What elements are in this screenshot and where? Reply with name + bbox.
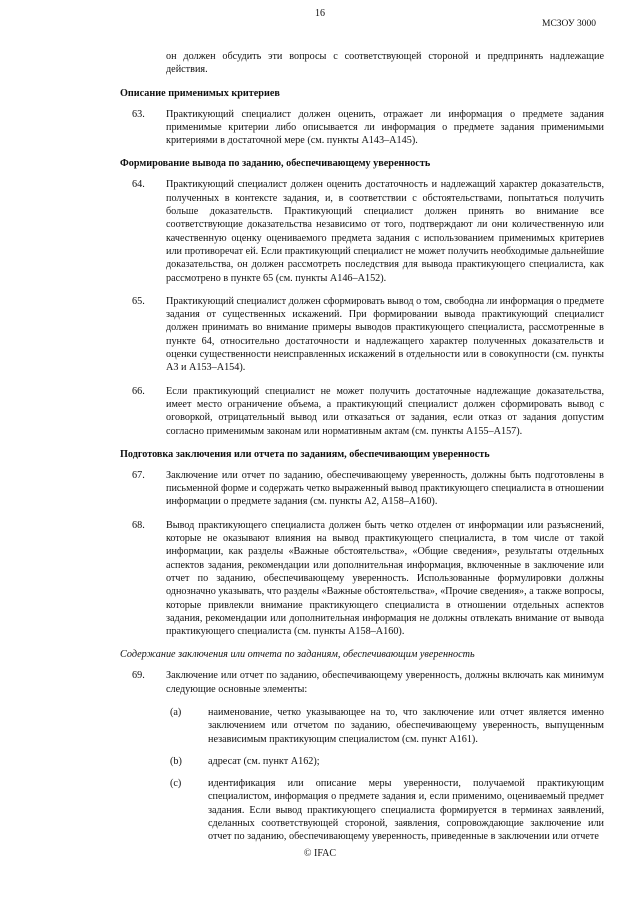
paragraph-66	[120, 385, 604, 438]
paragraph-67	[120, 469, 604, 509]
paragraph-text: Заключение или отчет по заданию, обеспечивающему уверенность, должны быть подготовлены в письменной форме и содержать четко выраженный вывод практикующего специалиста в отношении информации о предмете задания (см. пункты A2, A158–A160).	[166, 469, 604, 508]
list-item-label: (b)	[170, 755, 182, 767]
paragraph-69	[120, 669, 604, 696]
paragraph-63	[120, 108, 604, 148]
list-item-a	[166, 706, 604, 746]
list-item-label: (c)	[170, 778, 182, 790]
paragraph-number: 66.	[132, 385, 145, 397]
list-item-text: наименование, четко указывающее на то, что заключение или отчет является именно заключением или отчетом по заданию, обеспечивающему уверенность, выпущенным независимым практикующим специалистом (см. пункт A161).	[208, 706, 604, 745]
paragraph-64	[120, 178, 604, 284]
section-heading-criteria: Описание применимых критериев	[120, 87, 280, 99]
page-content	[120, 50, 604, 853]
paragraph-number: 64.	[132, 179, 145, 191]
paragraph-text: Заключение или отчет по заданию, обеспечивающему уверенность, должны включать как минимум следующие основные элементы:	[166, 670, 604, 695]
list-item-label: (a)	[170, 706, 182, 718]
paragraph-number: 63.	[132, 108, 145, 120]
list-item-text: адресат (см. пункт A162);	[208, 755, 320, 767]
paragraph-text: Вывод практикующего специалиста должен быть четко отделен от информации или разъяснений, которые не оказывают влияния на вывод практикующего специалиста, в том числе от такой информации, как разделы «Важные обстоятельства», «Общие сведения», результаты отдельных аспектов задания, рекомендации или дополнительная информация, включенные в заключение или отчет по заданию, обеспечивающему уверенность. Использованные формулировки должны однозначно указывать, что разделы «Важные обстоятельства», «Прочие сведения», а также вопросы, которые привлекли внимание практикующего специалиста в отношении отдельных аспектов задания, рекомендации или дополнительная информация не должны отвлекать внимание от вывода практикующего специалиста (см. пункты A158–A160).	[166, 519, 604, 638]
section-heading-report-preparation: Подготовка заключения или отчета по заданиям, обеспечивающим уверенность	[120, 448, 490, 460]
paragraph-number: 69.	[132, 670, 145, 682]
list-item-text: идентификация или описание меры уверенности, получаемой практикующим специалистом, информация о предмете задания и, если применимо, оцениваемый предмет задания. Если вывод практикующего специалиста формируется в терминах заявлений, сделанных соответствующей стороной, заявления, сопровождающие заключение или отчет по заданию, обеспечивающему уверенность, приведенные в заключении или отчете	[208, 778, 604, 843]
section-heading-conclusion: Формирование вывода по заданию, обеспечивающему уверенность	[120, 158, 431, 170]
subsection-heading-report-content: Содержание заключения или отчета по заданиям, обеспечивающим уверенность	[120, 649, 475, 661]
paragraph-number: 67.	[132, 469, 145, 481]
paragraph-65	[120, 295, 604, 375]
paragraph-text: Практикующий специалист должен оценить, отражает ли информация о предмете задания применимые критерии либо описывается ли информация о предмете задания применимыми критериями в достаточной мере (см. пункты A143–A145).	[166, 108, 604, 147]
list-item-b	[166, 755, 604, 768]
paragraph-text: Практикующий специалист должен сформировать вывод о том, свободна ли информация о предмете задания от существенных искажений. При формировании вывода практикующий специалист должен принимать во внимание примеры выводов практикующего специалиста, рассмотренные в пункте 64, относительно достаточности и надлежащего характер полученных доказательств и оценки существенности неисправленных искажений в отдельности или в совокупности (см. пункты A3 и A153–A154).	[166, 295, 604, 374]
paragraph-text: Если практикующий специалист не может получить достаточные надлежащие доказательства, имеет место ограничение объема, а практикующий специалист должен сформировать вывод с оговоркой, отрицательный вывод или отказаться от задания, если отказ от задания допустим согласно применимым законам или нормативным актам (см. пункты A155–A157).	[166, 385, 604, 437]
paragraph-number: 68.	[132, 519, 145, 531]
list-item-c	[166, 777, 604, 843]
intro-continuation: он должен обсудить эти вопросы с соответствующей стороной и предпринять надлежащие действия.	[166, 51, 604, 76]
paragraph-number: 65.	[132, 295, 145, 307]
copyright-footer: © IFAC	[303, 848, 337, 859]
page-number: 16	[315, 8, 325, 19]
document-code: МСЗОУ 3000	[542, 19, 596, 29]
paragraph-text: Практикующий специалист должен оценить достаточность и надлежащий характер доказательств, полученных в контексте задания, и, в соответствии с обстоятельствами, попытаться получить больше доказательств. Практикующий специалист должен принять во внимание все соответствующие доказательства независимо от того, подтверждают ли они количественную или качественную оценку оцениваемого предмета задания с использованием применимых критериев или противоречат ей. Если практикующий специалист не может получить необходимые дальнейшие доказательства, он должен рассмотреть последствия для вывода практикующего специалиста, как рассмотрено в пункте 65 (см. пункты A146–A152).	[166, 179, 604, 284]
paragraph-68	[120, 519, 604, 639]
